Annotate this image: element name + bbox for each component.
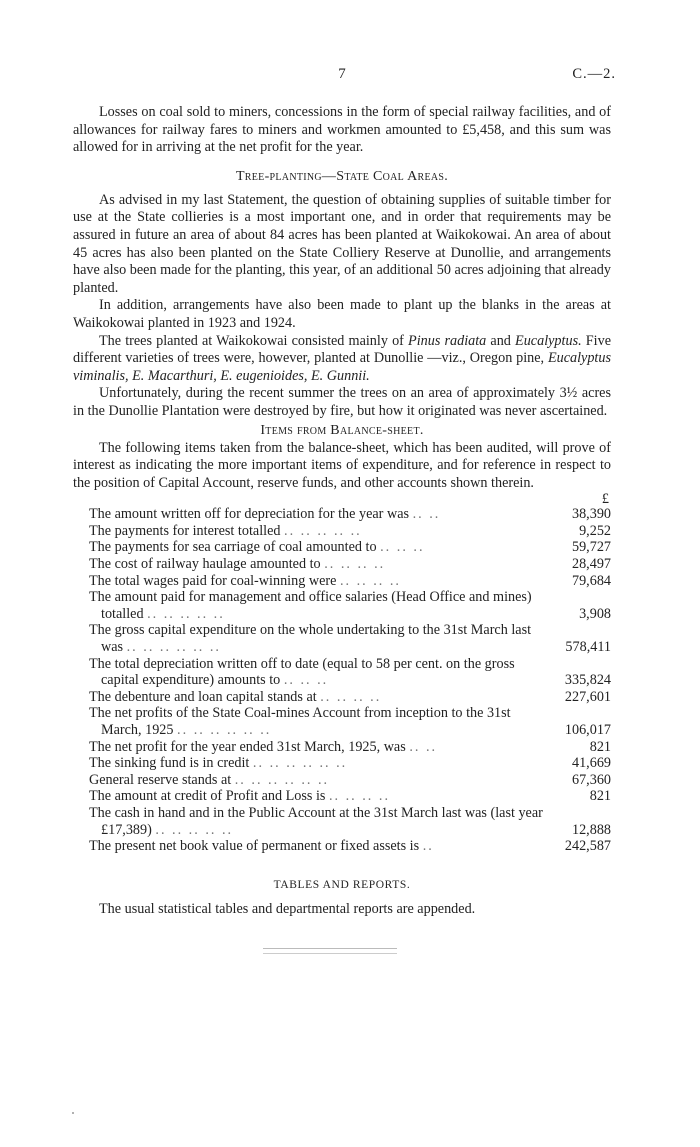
item-text <box>73 539 545 556</box>
item-text <box>73 705 545 738</box>
tables-reports-heading: TABLES AND REPORTS. <box>273 878 411 891</box>
item-text <box>73 622 545 655</box>
item-leader-dots: .. .. .. .. <box>339 572 401 589</box>
item-value: 335,824 <box>564 672 611 689</box>
item-label: The cash in hand and in the Public Account at the 31st March last was (last year £17,389) <box>89 804 543 838</box>
item-text <box>73 772 545 789</box>
balance-sheet-item <box>73 539 611 556</box>
item-leader-dots: .. .. .. .. .. <box>284 522 362 539</box>
item-leader-dots: .. .. .. .. <box>320 688 382 705</box>
item-text <box>73 689 545 706</box>
item-label: The amount written off for depreciation for the year was <box>89 506 410 523</box>
item-leader-dots: .. .. .. .. <box>328 788 390 805</box>
item-text <box>73 656 545 689</box>
balance-sheet-item <box>73 656 611 689</box>
item-value: 821 <box>589 738 611 755</box>
item-leader-dots: .. .. <box>412 506 441 523</box>
item-label: The total wages paid for coal-winning were <box>89 572 337 589</box>
item-leader-dots: .. .. .. .. .. .. <box>126 639 221 656</box>
item-value: 242,587 <box>564 838 611 855</box>
balance-sheet-item <box>73 838 611 855</box>
item-leader-dots: .. .. <box>409 738 438 755</box>
item-label: The total depreciation written off to date (equal to 58 per cent. on the gross capital expenditure) amounts to <box>89 655 515 689</box>
item-leader-dots: .. .. .. .. .. <box>147 605 225 622</box>
item-value: 106,017 <box>564 722 611 738</box>
item-leader-dots: .. <box>422 838 434 855</box>
tree-planting-paragraph-1: As advised in my last Statement, the question of obtaining supplies of suitable timber for use at the State collieries is a most important one, and in order that requirements may be assured in future an area of about 84 acres has been planted at Waikokowai. An area of about 45 acres has also been planted on the State Colliery Reserve at Dunollie, and arrangements have also been made for the planting, this year, of an additional 50 acres adjoining that already planted. <box>73 191 611 296</box>
page-header <box>0 66 700 86</box>
balance-sheet-item <box>73 805 611 838</box>
item-label: The amount paid for management and office salaries (Head Office and mines) totalled <box>89 589 532 622</box>
item-label: The net profits of the State Coal-mines Account from inception to the 31st March, 1925 <box>89 705 511 738</box>
page-number: 7 <box>338 66 346 82</box>
balance-sheet-item <box>73 689 611 706</box>
item-text <box>73 556 545 573</box>
item-label: The payments for interest totalled <box>89 522 281 539</box>
item-value: 578,411 <box>565 639 611 656</box>
item-leader-dots: .. .. .. .. <box>324 556 386 573</box>
item-leader-dots: .. .. .. .. .. .. <box>252 755 348 772</box>
item-label: The debenture and loan capital stands at <box>89 688 317 705</box>
balance-sheet-items <box>73 506 611 854</box>
item-text <box>73 506 545 523</box>
item-value: 67,360 <box>571 771 611 788</box>
intro-paragraph: Losses on coal sold to miners, concessions in the form of special railway facilities, and of allowances for railway fares to miners and workmen amounted to £5,458, and this sum was allowed for in arriving at the net profit for the year. <box>73 104 611 156</box>
item-text <box>73 805 545 838</box>
document-reference: C.—2. <box>572 66 616 82</box>
tree-planting-paragraph-2: In addition, arrangements have also been made to plant up the blanks in the areas at Waikokowai planted in 1923 and 1924. <box>73 297 611 331</box>
balance-sheet-item <box>73 622 611 655</box>
balance-sheet-item <box>73 523 611 540</box>
item-text <box>73 523 545 540</box>
tree-planting-paragraph-4: Unfortunately, during the recent summer the trees on an area of approximately 3½ acres in the Dunollie Plantation were destroyed by fire, but how it originated was never ascertained. <box>73 385 611 419</box>
item-leader-dots: .. .. .. <box>380 539 425 556</box>
item-value: 3,908 <box>579 605 611 622</box>
item-text <box>73 838 545 855</box>
item-value: 79,684 <box>571 572 611 589</box>
item-label: The amount at credit of Profit and Loss is <box>89 788 326 805</box>
balance-sheet-item <box>73 705 611 738</box>
item-text <box>73 589 545 622</box>
item-leader-dots: .. .. .. .. .. <box>155 821 234 838</box>
balance-sheet-heading: Items from Balance-sheet. <box>260 422 424 438</box>
item-value: 41,669 <box>571 755 611 772</box>
item-label: The present net book value of permanent or fixed assets is <box>89 838 420 855</box>
item-label: The gross capital expenditure on the whole undertaking to the 31st March last was <box>89 622 532 656</box>
tree-planting-heading: Tree-planting—State Coal Areas. <box>235 168 449 184</box>
balance-sheet-intro: The following items taken from the balance-sheet, which has been audited, will prove of interest as indicating the more important items of expenditure, and for reference in respect to the position of Capital Account, reserve funds, and other accounts shown therein. <box>73 439 611 491</box>
balance-sheet-item <box>73 739 611 756</box>
balance-sheet-item <box>73 788 611 805</box>
item-text <box>73 573 545 590</box>
item-text <box>73 788 545 805</box>
currency-symbol: £ <box>601 491 609 508</box>
document-body <box>73 104 611 918</box>
item-text <box>73 755 545 772</box>
item-leader-dots: .. .. .. .. .. .. <box>177 722 272 738</box>
item-leader-dots: .. .. .. <box>283 672 329 689</box>
balance-sheet-item <box>73 573 611 590</box>
page-speck <box>72 1112 74 1114</box>
item-label: The sinking fund is in credit <box>89 755 250 772</box>
tree-planting-paragraph-3: The trees planted at Waikokowai consisted mainly of Pinus radiata and Eucalyptus. Five different varieties of trees were, however, planted at Dunollie —viz., Oregon pine, Eucalyptus viminalis, E. Macarthuri, E. eugenioides, E. Gunnii. <box>73 332 612 384</box>
balance-sheet-item <box>73 772 611 789</box>
tables-reports-text: The usual statistical tables and departmental reports are appended. <box>99 900 476 917</box>
item-leader-dots: .. .. .. .. .. .. <box>234 771 330 788</box>
item-value: 821 <box>589 788 611 805</box>
item-label: General reserve stands at <box>89 771 232 788</box>
item-value: 227,601 <box>564 688 611 705</box>
end-rule <box>263 948 397 954</box>
balance-sheet-item <box>73 506 611 523</box>
item-label: The payments for sea carriage of coal amounted to <box>89 539 377 556</box>
item-value: 12,888 <box>571 821 611 838</box>
item-value: 38,390 <box>571 506 611 523</box>
item-text <box>73 739 545 756</box>
item-label: The cost of railway haulage amounted to <box>89 556 321 573</box>
item-value: 59,727 <box>571 539 611 556</box>
item-value: 28,497 <box>571 556 611 573</box>
balance-sheet-item <box>73 755 611 772</box>
item-value: 9,252 <box>579 522 611 539</box>
item-label: The net profit for the year ended 31st March, 1925, was <box>89 738 406 755</box>
balance-sheet-item <box>73 589 611 622</box>
balance-sheet-item <box>73 556 611 573</box>
